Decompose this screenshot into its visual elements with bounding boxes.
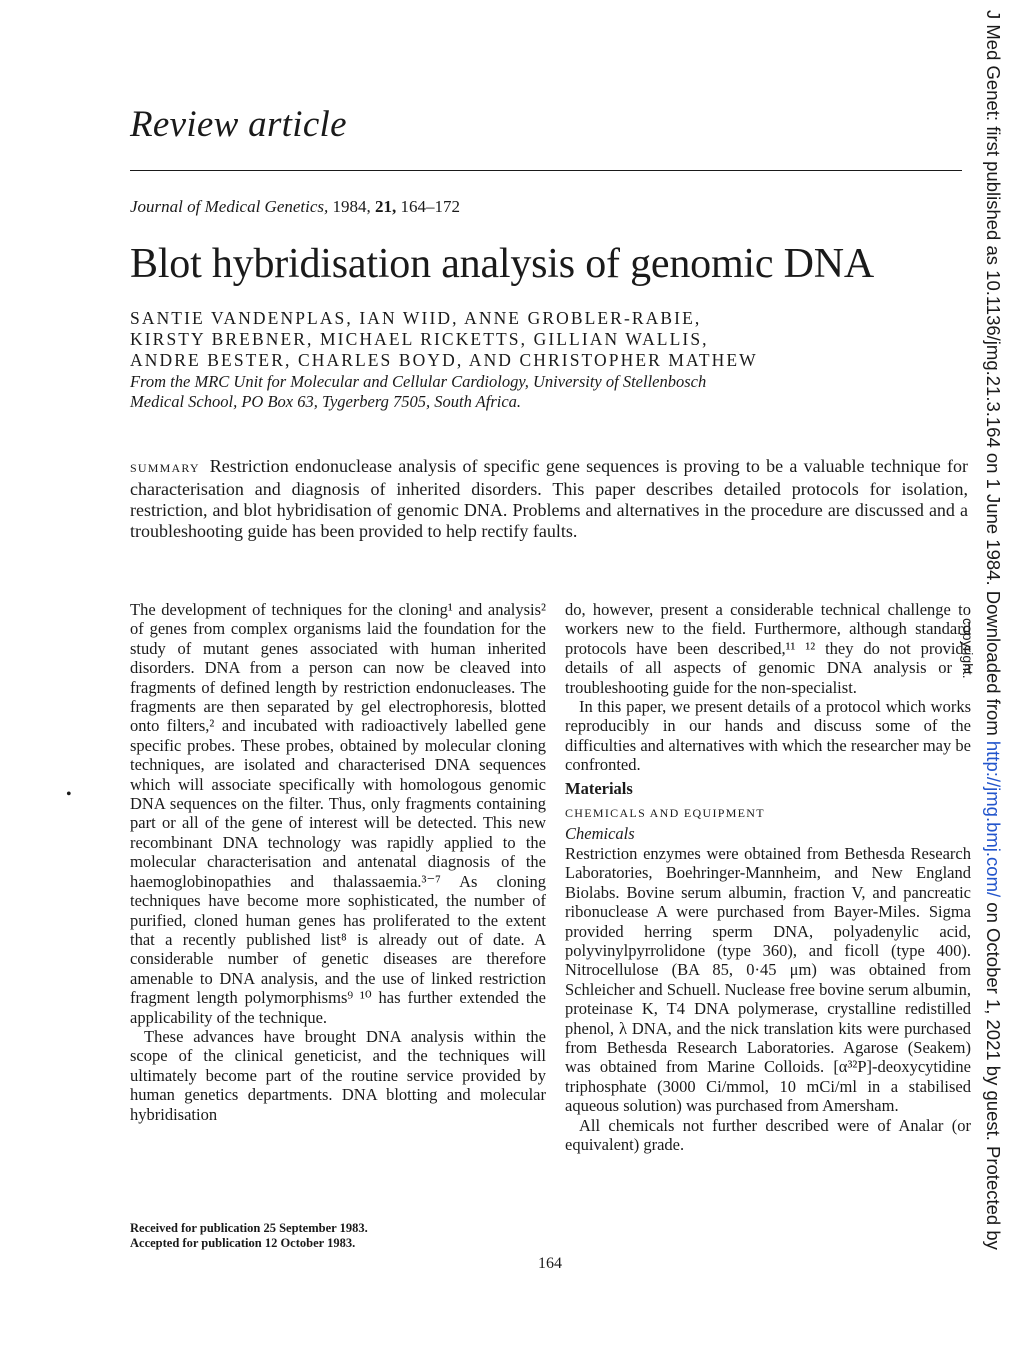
affiliation xyxy=(130,372,706,412)
section-heading: Review article xyxy=(130,104,347,145)
header-rule xyxy=(130,170,962,171)
summary-text: Restriction endonuclease analysis of specific gene sequences is proving to be a valuable technique for characterisation and diagnosis of inherited disorders. This paper describes detailed protocols for isolation, restriction, and blot hybridisation of genomic DNA. Problems and alternatives in the procedure are discussed and a troubleshooting guide has been provided to help rectify faults. xyxy=(130,456,968,541)
margin-bullet: • xyxy=(66,786,72,803)
author-line: ANDRE BESTER, CHARLES BOYD, AND CHRISTOPHER MATHEW xyxy=(130,350,758,370)
body-paragraph: do, however, present a considerable technical challenge to workers new to the field. Furthermore, although standard protocols have been described,¹¹ ¹² they do not provide details of all aspects of genomic DNA analysis or a troubleshooting guide for the non-specialist. xyxy=(565,600,971,697)
author-line: SANTIE VANDENPLAS, IAN WIID, ANNE GROBLER-RABIE, xyxy=(130,308,702,328)
publication-dates xyxy=(130,1221,368,1250)
copyright-note: copyright. xyxy=(960,618,976,679)
affiliation-line: From the MRC Unit for Molecular and Cellular Cardiology, University of Stellenbosch xyxy=(130,372,707,391)
article-title: Blot hybridisation analysis of genomic DNA xyxy=(130,241,875,287)
chemicals-equipment-heading: CHEMICALS AND EQUIPMENT xyxy=(565,806,765,821)
body-paragraph: All chemicals not further described were of Analar (or equivalent) grade. xyxy=(565,1115,971,1154)
author-list xyxy=(130,308,758,371)
side-banner-text: J Med Genet: first published as 10.1136/jmg.21.3.164 on 1 June 1984. Downloaded from xyxy=(983,10,1004,741)
right-column xyxy=(565,600,971,1154)
journal-name: Journal of Medical Genetics, xyxy=(130,197,329,216)
accepted-date: Accepted for publication 12 October 1983. xyxy=(130,1235,356,1250)
author-line: KIRSTY BREBNER, MICHAEL RICKETTS, GILLIAN WALLIS, xyxy=(130,329,709,349)
body-paragraph: Restriction enzymes were obtained from Bethesda Research Laboratories, Boehringer-Mannheim, and New England Biolabs. Bovine serum albumin, fraction V, and pancreatic ribonuclease A were purchased from Bayer-Miles. Sigma provided herring sperm DNA, polyadenylic acid, polyvinylpyrrolidone (type 360), and ficoll (type 400). Nitrocellulose (BA 85, 0·45 μm) was obtained from Schleicher and Schuell. Nuclease free bovine serum albumin, proteinase K, T4 DNA polymerase, crystalline redistilled phenol, λ DNA, and the nick translation kits were purchased from Bethesda Research Laboratories. Agarose (Seakem) was obtained from Marine Colloids. [α³²P]-deoxycytidine triphosphate (3000 Ci/mmol, 10 mCi/ml in a stabilised aqueous solution) was purchased from Amersham. xyxy=(565,843,971,1116)
left-column xyxy=(130,600,546,1124)
journal-citation xyxy=(130,197,460,217)
body-paragraph: In this paper, we present details of a protocol which works reproducibly in our hands and discuss some of the difficulties and alternatives with which the researcher may be confronted. xyxy=(565,697,971,775)
summary xyxy=(130,456,968,542)
journal-year: 1984, xyxy=(332,197,371,216)
side-banner xyxy=(982,10,1004,1250)
journal-pages: 164–172 xyxy=(400,197,461,216)
summary-label: SUMMARY xyxy=(130,461,200,475)
journal-volume: 21, xyxy=(375,197,397,216)
page-number: 164 xyxy=(538,1255,562,1272)
affiliation-line: Medical School, PO Box 63, Tygerberg 7505, South Africa. xyxy=(130,392,522,411)
body-paragraph: These advances have brought DNA analysis within the scope of the clinical geneticist, and the techniques will ultimately become part of the routine service provided by human genetics departments. DNA blotting and molecular hybridisation xyxy=(130,1026,546,1124)
chemicals-subheading: Chemicals xyxy=(565,824,635,844)
body-paragraph: The development of techniques for the cloning¹ and analysis² of genes from complex organisms laid the foundation for the study of mutant genes associated with human inherited disorders. DNA from a person can now be cleaved into fragments of defined length by restriction endonucleases. The fragments are then separated by gel electrophoresis, blotted onto filters,² and incubated with radioactively labelled gene specific probes. These probes, obtained by molecular cloning techniques, are isolated and characterised DNA sequences which will associate specifically with homologous genomic DNA sequences on the filter. Thus, only fragments containing part or all of the gene of interest will be detected. This new recombinant DNA technology was rapidly applied to the molecular characterisation and antenatal diagnosis of the haemoglobinopathies and thalassaemia.³⁻⁷ As cloning techniques have become more sophisticated, the number of purified, cloned human genes has proliferated to the extent that a recently published list⁸ is already out of date. A considerable number of genetic diseases are therefore amenable to DNA analysis, and the use of linked restriction fragment length polymorphisms⁹ ¹⁰ has further extended the applicability of the technique. xyxy=(130,600,546,1027)
received-date: Received for publication 25 September 1983. xyxy=(130,1221,368,1235)
side-banner-text: on October 1, 2021 by guest. Protected by xyxy=(983,897,1004,1250)
side-banner-link[interactable]: http://jmg.bmj.com/ xyxy=(983,740,1004,898)
materials-heading: Materials xyxy=(565,778,633,798)
